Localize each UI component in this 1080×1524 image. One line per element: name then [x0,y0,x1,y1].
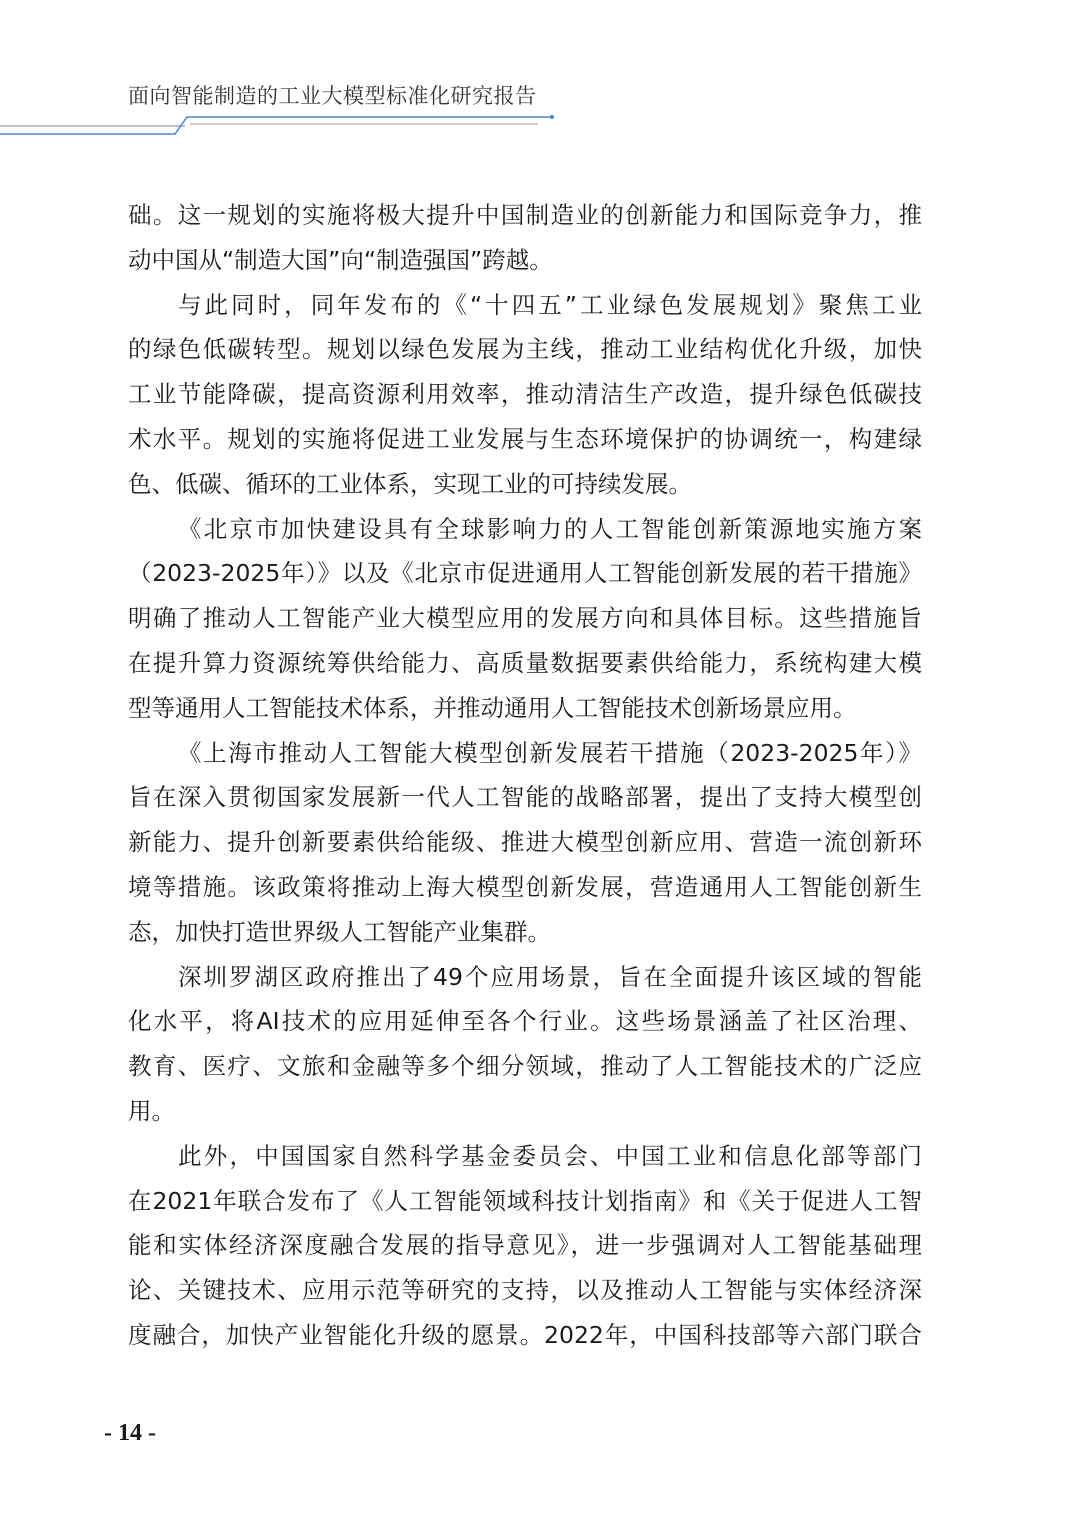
text-line: 工业节能降碳，提高资源利用效率，推动清洁生产改造，提升绿色低碳技 [128,380,922,409]
text-line: 论、关键技术、应用示范等研究的支持，以及推动人工智能与实体经济深 [128,1276,922,1305]
text-line: 深圳罗湖区政府推出了49个应用场景，旨在全面提升该区域的智能 [178,962,922,991]
text-line: 能和实体经济深度融合发展的指导意见》，进一步强调对人工智能基础理 [128,1231,922,1260]
header-decorative-rule [0,110,580,140]
text-line: 境等措施。该政策将推动上海大模型创新发展，营造通用人工智能创新生 [128,872,922,901]
text-line: 在2021年联合发布了《人工智能领域科技计划指南》和《关于促进人工智 [128,1186,922,1215]
report-title: 面向智能制造的工业大模型标准化研究报告 [128,84,537,108]
text-line: 在提升算力资源统筹供给能力、高质量数据要素供给能力，系统构建大模 [128,648,922,677]
text-line: 色、低碳、循环的工业体系，实现工业的可持续发展。 [128,469,692,498]
text-line: 础。这一规划的实施将极大提升中国制造业的创新能力和国际竞争力，推 [128,201,922,229]
text-line: 明确了推动人工智能产业大模型应用的发展方向和具体目标。这些措施旨 [128,604,922,633]
text-line: 动中国从“制造大国”向“制造强国”跨越。 [128,245,553,274]
text-line: （2023-2025年）》以及《北京市促进通用人工智能创新发展的若干措施》 [128,559,922,588]
text-line: 新能力、提升创新要素供给能级、推进大模型创新应用、营造一流创新环 [128,828,922,857]
text-line: 旨在深入贯彻国家发展新一代人工智能的战略部署，提出了支持大模型创 [128,783,922,812]
text-line: 《上海市推动人工智能大模型创新发展若干措施（2023-2025年）》 [178,738,922,767]
text-line: 此外，中国国家自然科学基金委员会、中国工业和信息化部等部门 [178,1141,922,1170]
text-line: 术水平。规划的实施将促进工业发展与生态环境保护的协调统一，构建绿 [128,424,922,453]
text-line: 度融合，加快产业智能化升级的愿景。2022年，中国科技部等六部门联合 [128,1320,922,1349]
text-line: 的绿色低碳转型。规划以绿色发展为主线，推动工业结构优化升级，加快 [128,335,922,364]
text-line: 态，加快打造世界级人工智能产业集群。 [128,917,551,946]
text-line: 用。 [128,1096,175,1125]
page-number: - 14 - [104,1420,156,1446]
text-line: 型等通用人工智能技术体系，并推动通用人工智能技术创新场景应用。 [128,693,857,722]
text-line: 与此同时，同年发布的《“十四五”工业绿色发展规划》聚焦工业 [178,290,922,319]
text-line: 化水平，将AI技术的应用延伸至各个行业。这些场景涵盖了社区治理、 [128,1007,922,1036]
body-text [128,193,922,1358]
text-line: 教育、医疗、文旅和金融等多个细分领域，推动了人工智能技术的广泛应 [128,1052,922,1081]
text-line: 《北京市加快建设具有全球影响力的人工智能创新策源地实施方案 [178,514,922,543]
